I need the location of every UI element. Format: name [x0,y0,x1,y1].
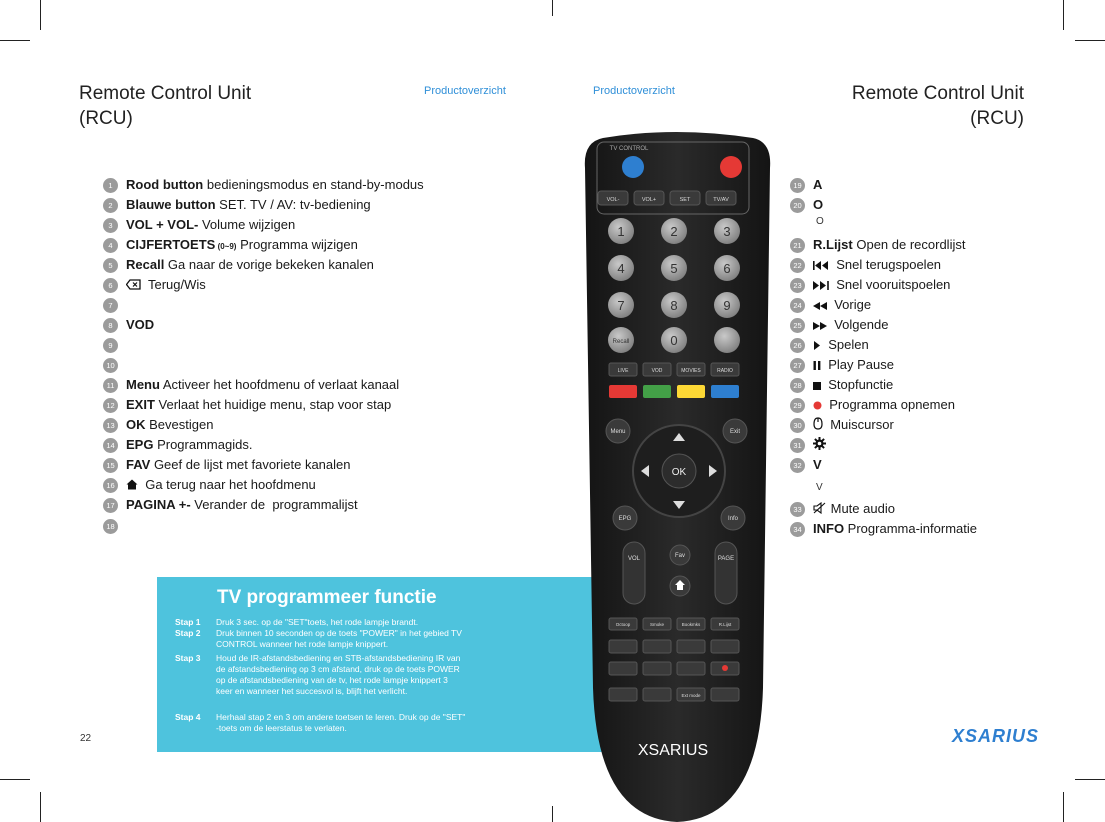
item-text [813,436,826,455]
title-line-2: (RCU) [79,108,133,129]
crop-mark [0,40,30,41]
record-icon [813,397,822,415]
item-text [126,236,358,256]
item-description: Vorige [827,297,872,312]
item-text [813,256,941,275]
item-text [126,376,399,394]
menu-label: Menu [610,429,626,435]
item-number-badge: 27 [790,358,805,373]
remote-key-label: LIVE [617,368,629,374]
item-text [813,456,822,474]
color-key [711,385,739,398]
item-description: Geef de lijst met favoriete kanalen [150,457,351,472]
item-description: Activeer het hoofdmenu of verlaat kanaal [159,377,400,392]
item-text [126,176,424,194]
remote-key-label: TV/AV [713,197,729,203]
title-line-1: Remote Control Unit [851,83,1024,104]
color-key [677,385,705,398]
crop-mark [552,806,553,822]
item-term: EPG [126,437,154,452]
crop-mark [0,779,30,780]
page-number: 22 [80,733,92,744]
remote-brand-logo: XSARIUS [637,742,709,759]
step-label: Stap 4 [175,712,201,722]
digit-label: 6 [723,261,731,276]
item-text [813,236,965,254]
remote-key-label: SET [679,197,691,203]
home-icon [126,477,138,495]
item-term: Recall [126,257,165,272]
item-term: PAGINA +- [126,497,191,512]
step-label: Stap 1 [175,617,201,627]
step-text: Houd de IR-afstandsbediening en STB-afstandsbediening IR van de afstandsbediening op 3 cm afstand, druk op de toets POWER op de afstandsbediening van de tv, het rode lampje knippert 3 keer en wanneer het succesvol is, blijft het verlicht. [216,653,461,696]
crop-mark [1075,779,1105,780]
item-description: Programma-informatie [844,521,977,536]
exit-label: Exit [729,429,741,435]
item-description: bedieningsmodus en stand-by-modus [203,177,424,192]
item-text [813,296,871,315]
remote-key-label: RADIO [717,368,733,374]
item-number-badge: 3 [103,218,118,233]
item-description: Stopfunctie [821,377,894,392]
digit-label: 4 [617,261,625,276]
step-text: Herhaal stap 2 en 3 om andere toetsen te leren. Druk op de "SET" -toets om de leerstatus te verlaten. [216,712,466,733]
item-description: Ga naar de vorige bekeken kanalen [164,257,374,272]
item-term: Blauwe button [126,197,216,212]
crop-mark [40,0,41,30]
item-description: Volgende [827,317,889,332]
color-key [609,385,637,398]
ok-label: OK [671,467,687,478]
panel-title: TV programmeer functie [217,587,437,608]
item-text [126,396,391,414]
remote-key-label: VOD [651,368,663,374]
item-number-badge: 8 [103,318,118,333]
tv-programming-panel [157,577,625,752]
crop-mark [1063,0,1064,30]
digit-label: 1 [617,224,625,239]
item-number-badge: 24 [790,298,805,313]
item-number-badge: 7 [103,298,118,313]
list-sub-text: V [816,482,823,493]
item-text [126,456,351,474]
item-description: Spelen [821,337,869,352]
item-number-badge: 31 [790,438,805,453]
skip-back-icon [813,257,829,275]
power-key [720,156,742,178]
item-description: Programma opnemen [822,397,955,412]
transport-key [643,662,671,675]
vol-label: VOL [627,556,641,562]
transport-key [609,640,637,653]
item-number-badge: 18 [103,519,118,534]
item-term: Rood button [126,177,204,192]
item-text [126,276,206,295]
mute-icon [813,501,827,519]
step-text: Druk 3 sec. op de "SET"toets, het rode lampje brandt. [216,617,419,627]
fast-forward-icon [813,317,827,335]
remote-key-label: VOL- [606,197,620,203]
item-description: Bevestigen [145,417,214,432]
item-number-badge: 13 [103,418,118,433]
transport-key [677,640,705,653]
transport-key [711,640,739,653]
item-description: Open de recordlijst [852,237,966,252]
item-number-badge: 5 [103,258,118,273]
item-text [813,356,894,375]
rewind-icon [813,297,827,315]
play-icon [813,337,821,355]
item-text [813,416,894,435]
item-term: OK [126,417,146,432]
title-line-1: Remote Control Unit [79,83,252,104]
crop-mark [552,0,553,16]
page-label: PAGE [717,556,735,562]
item-description: Mute audio [827,501,895,516]
transport-key [677,662,705,675]
item-description: Play Pause [821,357,894,372]
section-label-left: Productoverzicht [424,85,506,97]
item-term: CIJFERTOETS [126,237,216,252]
item-number-badge: 32 [790,458,805,473]
item-number-badge: 2 [103,198,118,213]
page-title-right [852,81,1024,131]
item-number-badge: 22 [790,258,805,273]
page-title-left [79,81,251,131]
gear-icon [813,437,826,455]
info-label: Info [727,516,739,522]
item-description: Verlaat het huidige menu, stap voor stap [154,397,392,412]
remote-key-label: Smoke [649,622,665,627]
item-description: Ga terug naar het hoofdmenu [138,477,316,492]
item-text [126,216,295,234]
item-term: VOD [126,317,155,332]
item-text [813,196,823,214]
digit-label: 2 [670,224,678,239]
item-term: Menu [126,377,160,392]
item-number-badge: 26 [790,338,805,353]
remote-key-label: Bookmks [681,622,701,627]
item-number-badge: 20 [790,198,805,213]
item-number-badge: 33 [790,502,805,517]
item-description: Snel vooruitspoelen [829,277,951,292]
item-text [126,196,371,214]
item-term: VOL + VOL- [126,217,199,232]
item-number-badge: 19 [790,178,805,193]
remote-key-label: VOL+ [641,197,657,203]
crop-mark [40,792,41,822]
remote-key-label: MOVIES [681,368,701,374]
item-number-badge: 28 [790,378,805,393]
item-term: A [813,177,823,192]
item-term: EXIT [126,397,155,412]
mouse-key [609,688,637,701]
item-description: Programma wijzigen [236,237,358,252]
item-text [813,336,869,355]
item-number-badge: 12 [103,398,118,413]
item-description: Snel terugspoelen [829,257,942,272]
item-range: (0~9) [215,242,237,251]
fav-label: Fav [674,553,686,559]
ext-mode-label: Ext mode [681,693,701,698]
recall-label: Recall [612,339,630,345]
settings-key [643,688,671,701]
digit-label: 7 [617,298,625,313]
item-number-badge: 25 [790,318,805,333]
remote-control-image [575,128,780,822]
item-text [126,436,252,454]
title-line-2: (RCU) [970,108,1024,129]
item-number-badge: 15 [103,458,118,473]
item-term: R.Lijst [813,237,853,252]
section-label-right: Productoverzicht [593,85,675,97]
mouse-icon [813,417,823,435]
set-power-key [622,156,644,178]
page-rocker [715,542,737,604]
item-term: INFO [813,521,845,536]
item-number-badge: 14 [103,438,118,453]
item-text [813,520,977,538]
digit-label: 9 [723,298,731,313]
item-description: Verander de programmalijst [190,497,358,512]
item-text [813,176,822,194]
backspace-icon [126,277,141,295]
crop-mark [1075,40,1105,41]
brand-logo: XSARIUS [952,726,1040,746]
item-number-badge: 6 [103,278,118,293]
record-icon [722,665,728,671]
item-text [813,500,895,519]
item-term: V [813,457,822,472]
item-number-badge: 21 [790,238,805,253]
item-description: SET. TV / AV: tv-bediening [215,197,371,212]
item-text [126,316,154,334]
tv-control-label: TV CONTROL [609,146,649,152]
stop-icon [813,377,821,395]
item-number-badge: 9 [103,338,118,353]
backspace-key [714,327,740,353]
pause-icon [813,357,821,375]
item-description: Muiscursor [823,417,894,432]
item-term: FAV [126,457,151,472]
item-number-badge: 29 [790,398,805,413]
item-number-badge: 4 [103,238,118,253]
digit-label: 3 [723,224,731,239]
item-description: Terug/Wis [141,277,206,292]
item-number-badge: 30 [790,418,805,433]
remote-key-label: Octoop [615,622,631,627]
item-description: Volume wijzigen [198,217,296,232]
step-label: Stap 3 [175,653,201,663]
remote-key-label: R.Lijst [718,622,732,627]
item-text [813,316,888,335]
item-number-badge: 10 [103,358,118,373]
step-text: Druk binnen 10 seconden op de toets "POWER" in het gebied TV CONTROL wanneer het rode lampje knippert. [216,628,462,649]
item-text [813,276,950,295]
item-text [126,256,374,274]
item-term: O [813,197,824,212]
item-text [813,396,955,415]
transport-key [609,662,637,675]
step-label: Stap 2 [175,628,201,638]
digit-label: 8 [670,298,678,313]
item-description: Programmagids. [153,437,253,452]
list-sub-text: O [816,216,824,227]
item-number-badge: 16 [103,478,118,493]
crop-mark [1063,792,1064,822]
item-text [126,496,358,514]
color-key [643,385,671,398]
zero-label: 0 [670,333,678,348]
item-number-badge: 1 [103,178,118,193]
item-number-badge: 23 [790,278,805,293]
epg-label: EPG [618,516,632,522]
skip-forward-icon [813,277,829,295]
item-number-badge: 34 [790,522,805,537]
item-number-badge: 17 [103,498,118,513]
item-text [813,376,893,395]
item-text [126,476,316,495]
subtitle-key [711,688,739,701]
item-number-badge: 11 [103,378,118,393]
vol-rocker [623,542,645,604]
transport-key [643,640,671,653]
item-text [126,416,213,434]
digit-label: 5 [670,261,678,276]
